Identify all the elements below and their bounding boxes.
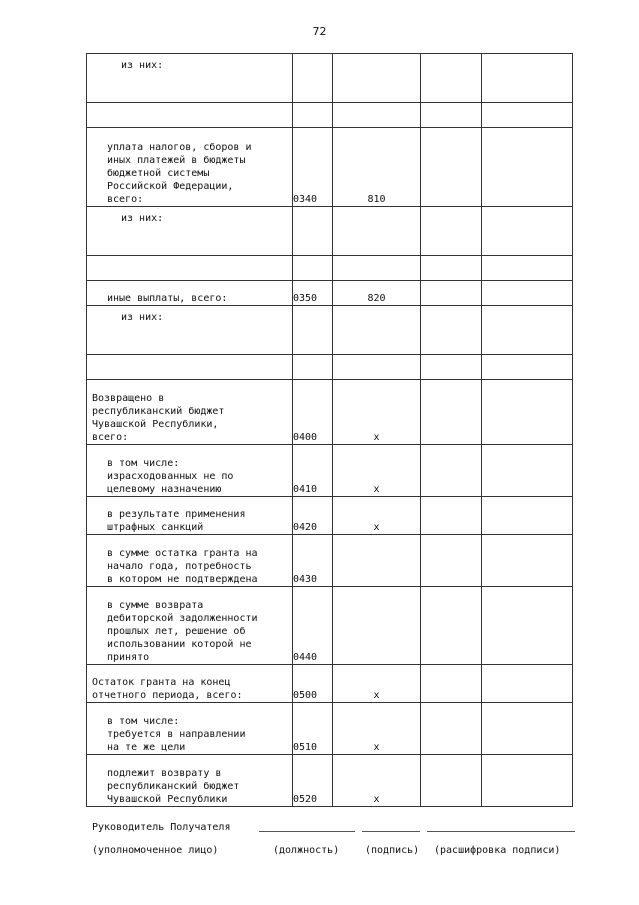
cell-kosgu <box>333 54 421 103</box>
cell-col-5 <box>482 281 573 306</box>
cell-code: 0410 <box>293 445 333 497</box>
cell-col-5 <box>482 54 573 103</box>
table-row <box>87 497 573 535</box>
sign-line <box>362 831 420 832</box>
report-table <box>86 53 573 807</box>
cell-col-5 <box>482 380 573 445</box>
cell-col-4 <box>421 380 482 445</box>
cell-col-4 <box>421 128 482 207</box>
cell-kosgu <box>333 535 421 587</box>
cell-kosgu <box>333 103 421 128</box>
cell-code: 0440 <box>293 587 333 665</box>
signature-head-label: Руководитель Получателя <box>92 822 231 833</box>
cell-col-5 <box>482 755 573 807</box>
table-row <box>87 755 573 807</box>
cell-col-5 <box>482 103 573 128</box>
table-row <box>87 54 573 103</box>
cell-kosgu: х <box>333 703 421 755</box>
cell-name: из них: <box>87 306 293 355</box>
cell-name <box>87 256 293 281</box>
table-row <box>87 207 573 256</box>
cell-kosgu: х <box>333 445 421 497</box>
cell-code: 0420 <box>293 497 333 535</box>
cell-col-5 <box>482 497 573 535</box>
cell-name <box>87 355 293 380</box>
cell-col-4 <box>421 445 482 497</box>
cell-code <box>293 207 333 256</box>
cell-kosgu <box>333 256 421 281</box>
cell-name: из них: <box>87 207 293 256</box>
cell-col-4 <box>421 755 482 807</box>
cell-kosgu <box>333 355 421 380</box>
cell-col-4 <box>421 535 482 587</box>
cell-col-5 <box>482 306 573 355</box>
cell-name: из них: <box>87 54 293 103</box>
table-row <box>87 103 573 128</box>
cell-name: в том числе: требуется в направлении на те же цели <box>87 703 293 755</box>
cell-kosgu: х <box>333 755 421 807</box>
table-row <box>87 587 573 665</box>
table-row <box>87 281 573 306</box>
cell-col-4 <box>421 587 482 665</box>
page-number: 72 <box>312 25 327 38</box>
cell-col-5 <box>482 665 573 703</box>
table-row <box>87 128 573 207</box>
cell-name: в сумме возврата дебиторской задолженности прошлых лет, решение об использовании которой не принято <box>87 587 293 665</box>
cell-kosgu <box>333 207 421 256</box>
signature-authorized-label: (уполномоченное лицо) <box>92 845 219 856</box>
table-row <box>87 703 573 755</box>
cell-col-5 <box>482 207 573 256</box>
cell-kosgu: 810 <box>333 128 421 207</box>
cell-name: подлежит возврату в республиканский бюджет Чувашской Республики <box>87 755 293 807</box>
cell-code <box>293 256 333 281</box>
cell-col-4 <box>421 497 482 535</box>
cell-name: Остаток гранта на конец отчетного периода, всего: <box>87 665 293 703</box>
cell-code <box>293 306 333 355</box>
cell-name: иные выплаты, всего: <box>87 281 293 306</box>
cell-kosgu: 820 <box>333 281 421 306</box>
cell-col-5 <box>482 587 573 665</box>
cell-code: 0350 <box>293 281 333 306</box>
cell-col-5 <box>482 703 573 755</box>
cell-name <box>87 103 293 128</box>
cell-name: уплата налогов, сборов и иных платежей в бюджеты бюджетной системы Российской Федерации, всего: <box>87 128 293 207</box>
decode-line <box>427 831 575 832</box>
cell-col-5 <box>482 535 573 587</box>
cell-kosgu: х <box>333 380 421 445</box>
table-row <box>87 665 573 703</box>
cell-col-4 <box>421 54 482 103</box>
report-table-body <box>87 54 573 807</box>
cell-kosgu <box>333 306 421 355</box>
table-row <box>87 535 573 587</box>
cell-code <box>293 103 333 128</box>
position-line <box>259 831 355 832</box>
cell-code: 0520 <box>293 755 333 807</box>
table-row <box>87 445 573 497</box>
cell-code: 0340 <box>293 128 333 207</box>
cell-code: 0510 <box>293 703 333 755</box>
cell-code: 0400 <box>293 380 333 445</box>
cell-col-4 <box>421 703 482 755</box>
cell-col-5 <box>482 445 573 497</box>
cell-col-5 <box>482 256 573 281</box>
cell-col-4 <box>421 256 482 281</box>
cell-kosgu <box>333 587 421 665</box>
cell-col-4 <box>421 281 482 306</box>
cell-col-4 <box>421 207 482 256</box>
signature-block <box>0 820 639 880</box>
cell-name: Возвращено в республиканский бюджет Чувашской Республики, всего: <box>87 380 293 445</box>
cell-code: 0500 <box>293 665 333 703</box>
table-row <box>87 380 573 445</box>
cell-code <box>293 54 333 103</box>
cell-kosgu: х <box>333 497 421 535</box>
table-row <box>87 306 573 355</box>
signature-sign-label: (подпись) <box>365 845 420 856</box>
cell-col-4 <box>421 103 482 128</box>
cell-col-4 <box>421 665 482 703</box>
cell-code <box>293 355 333 380</box>
cell-col-5 <box>482 128 573 207</box>
signature-position-label: (должность) <box>273 845 340 856</box>
cell-col-5 <box>482 355 573 380</box>
cell-col-4 <box>421 306 482 355</box>
cell-name: в результате применения штрафных санкций <box>87 497 293 535</box>
table-row <box>87 355 573 380</box>
signature-decode-label: (расшифровка подписи) <box>434 845 561 856</box>
cell-kosgu: х <box>333 665 421 703</box>
table-row <box>87 256 573 281</box>
cell-col-4 <box>421 355 482 380</box>
cell-code: 0430 <box>293 535 333 587</box>
cell-name: в том числе: израсходованных не по целевому назначению <box>87 445 293 497</box>
cell-name: в сумме остатка гранта на начало года, потребность в котором не подтверждена <box>87 535 293 587</box>
